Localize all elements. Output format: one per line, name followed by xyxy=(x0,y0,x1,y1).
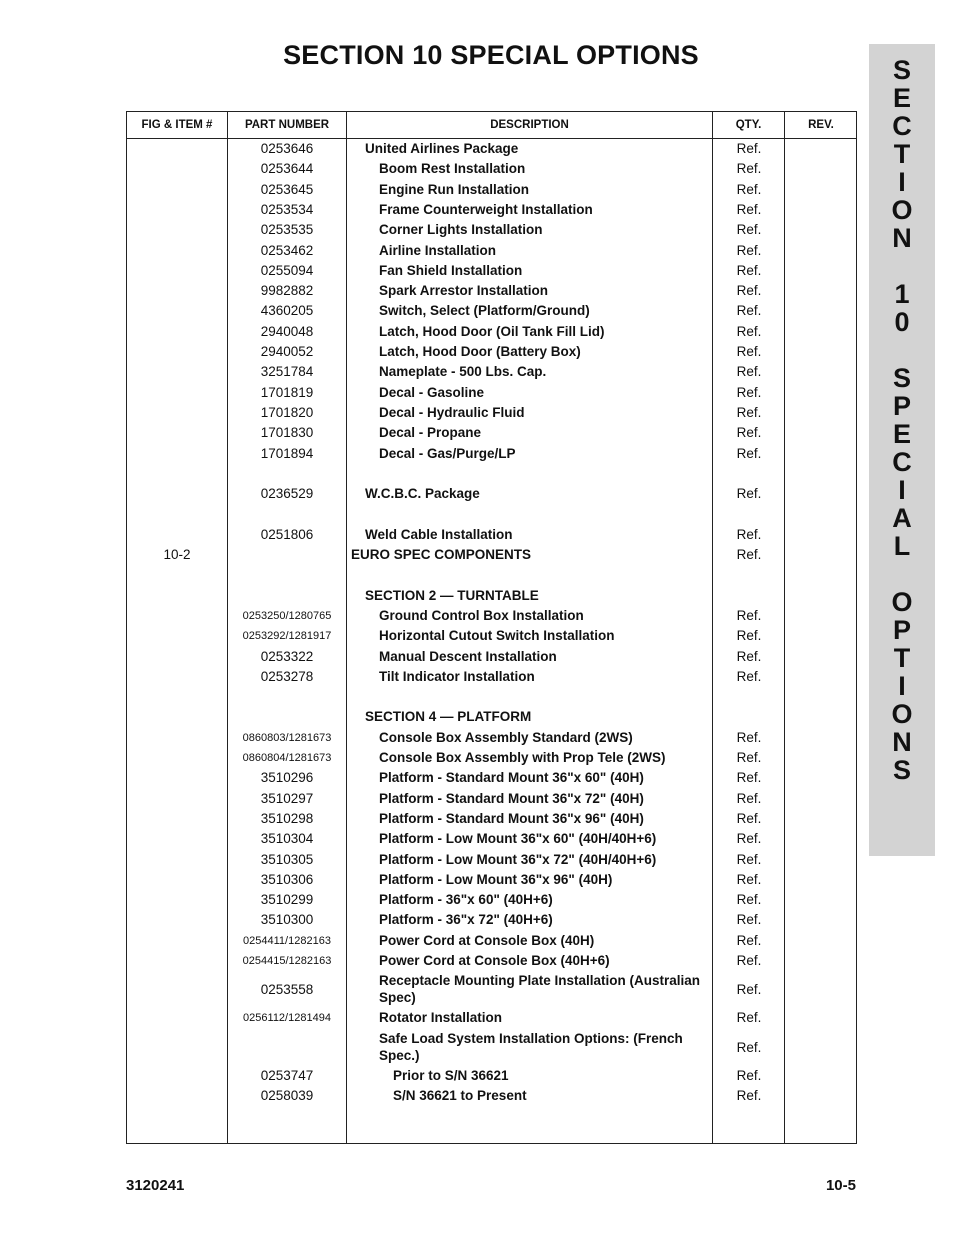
qty-cell: Ref. xyxy=(736,851,762,867)
header-part-number: PART NUMBER xyxy=(244,119,330,131)
part-number-cell: 9982882 xyxy=(260,283,314,299)
description-cell: Horizontal Cutout Switch Installation xyxy=(379,628,615,644)
description-cell: Power Cord at Console Box (40H) xyxy=(379,932,595,948)
part-number-cell: 0253535 xyxy=(260,222,314,238)
table-row xyxy=(127,444,856,464)
part-number-cell: 3510298 xyxy=(260,810,314,826)
part-number-cell: 3510299 xyxy=(260,892,314,908)
side-tab-letter: A xyxy=(892,503,912,533)
table-row xyxy=(127,789,856,809)
table-row xyxy=(127,931,856,951)
table-row xyxy=(127,586,856,606)
table-row xyxy=(127,1086,856,1106)
qty-cell: Ref. xyxy=(736,181,762,197)
part-number-cell: 3510305 xyxy=(260,851,314,867)
qty-cell: Ref. xyxy=(736,770,762,786)
part-number-cell: 3510296 xyxy=(260,770,314,786)
table-row xyxy=(127,261,856,281)
part-number-cell: 1701830 xyxy=(260,425,314,441)
part-number-cell: 0253292/1281917 xyxy=(242,630,332,643)
table-row xyxy=(127,383,856,403)
table-row xyxy=(127,220,856,240)
description-cell: Decal - Hydraulic Fluid xyxy=(379,404,525,420)
qty-cell: Ref. xyxy=(736,1010,762,1026)
qty-cell: Ref. xyxy=(736,729,762,745)
qty-cell: Ref. xyxy=(736,262,762,278)
qty-cell: Ref. xyxy=(736,892,762,908)
description-cell: Platform - Low Mount 36"x 60" (40H/40H+6) xyxy=(379,831,657,847)
table-row xyxy=(127,525,856,545)
part-number-cell: 0253462 xyxy=(260,242,314,258)
part-number-cell: 0860803/1281673 xyxy=(242,731,332,744)
description-cell: Safe Load System Installation Options: (French Spec.) xyxy=(379,1030,683,1063)
description-cell: Corner Lights Installation xyxy=(379,222,543,238)
qty-cell: Ref. xyxy=(736,283,762,299)
table-row xyxy=(127,139,856,159)
table-row xyxy=(127,1029,856,1066)
description-cell: Switch, Select (Platform/Ground) xyxy=(379,303,590,319)
description-cell: Manual Descent Installation xyxy=(379,648,557,664)
part-number-cell: 0255094 xyxy=(260,262,314,278)
qty-cell: Ref. xyxy=(736,648,762,664)
table-row xyxy=(127,1008,856,1028)
side-tab-letter: C xyxy=(892,447,912,477)
side-tab-letter: I xyxy=(898,671,906,701)
qty-cell: Ref. xyxy=(736,445,762,461)
qty-cell: Ref. xyxy=(736,953,762,968)
qty-cell: Ref. xyxy=(736,526,762,542)
qty-cell: Ref. xyxy=(736,222,762,238)
side-tab-letter: T xyxy=(893,643,911,673)
table-row xyxy=(127,606,856,626)
section-side-tab xyxy=(869,44,935,856)
description-cell: Airline Installation xyxy=(379,242,497,258)
description-cell: Console Box Assembly with Prop Tele (2WS) xyxy=(379,750,666,765)
side-tab-letter: 1 xyxy=(894,279,910,309)
qty-cell: Ref. xyxy=(736,1067,762,1083)
table-row xyxy=(127,545,856,565)
part-number-cell: 3510297 xyxy=(260,790,314,806)
part-number-cell: 0254415/1282163 xyxy=(242,955,332,967)
part-number-cell: 0253646 xyxy=(260,141,314,156)
part-number-cell: 0253747 xyxy=(260,1067,314,1083)
part-number-cell: 0253250/1280765 xyxy=(242,609,332,622)
table-row xyxy=(127,829,856,849)
qty-cell: Ref. xyxy=(736,628,762,644)
qty-cell: Ref. xyxy=(736,871,762,887)
description-cell: United Airlines Package xyxy=(365,141,519,156)
table-row xyxy=(127,647,856,667)
table-row xyxy=(127,850,856,870)
qty-cell: Ref. xyxy=(736,831,762,847)
table-row xyxy=(127,362,856,382)
side-tab-letter: N xyxy=(892,727,912,757)
qty-cell: Ref. xyxy=(736,364,762,380)
description-cell: Latch, Hood Door (Battery Box) xyxy=(379,344,581,359)
side-tab-letter: T xyxy=(893,139,911,169)
table-row xyxy=(127,180,856,200)
qty-cell: Ref. xyxy=(736,242,762,258)
side-tab-letter: E xyxy=(892,419,911,449)
qty-cell: Ref. xyxy=(736,323,762,339)
qty-cell: Ref. xyxy=(736,201,762,217)
table-row xyxy=(127,809,856,829)
description-cell: Decal - Gasoline xyxy=(379,384,485,400)
description-cell: Platform - Low Mount 36"x 96" (40H) xyxy=(379,871,613,887)
description-cell: S/N 36621 to Present xyxy=(393,1087,527,1103)
table-row xyxy=(127,728,856,748)
part-number-cell: 1701820 xyxy=(260,404,314,420)
part-number-cell: 0253645 xyxy=(260,181,314,197)
page-number: 10-5 xyxy=(825,1177,856,1194)
table-row xyxy=(127,281,856,301)
table-row xyxy=(127,565,856,585)
qty-cell: Ref. xyxy=(736,912,762,928)
table-row xyxy=(127,342,856,362)
description-cell: W.C.B.C. Package xyxy=(365,486,480,502)
part-number-cell: 0251806 xyxy=(260,526,314,542)
description-cell: Weld Cable Installation xyxy=(365,526,513,542)
document-number: 3120241 xyxy=(126,1177,185,1194)
description-cell: Power Cord at Console Box (40H+6) xyxy=(379,953,610,968)
qty-cell: Ref. xyxy=(736,810,762,826)
description-cell: Platform - 36"x 60" (40H+6) xyxy=(379,892,553,908)
part-number-cell: 0253558 xyxy=(260,982,314,998)
qty-cell: Ref. xyxy=(736,161,762,177)
side-tab-letter: I xyxy=(898,167,906,197)
description-cell: EURO SPEC COMPONENTS xyxy=(351,547,532,562)
description-cell: Platform - 36"x 72" (40H+6) xyxy=(379,912,553,928)
qty-cell: Ref. xyxy=(736,607,762,623)
qty-cell: Ref. xyxy=(736,982,762,998)
table-row xyxy=(127,1066,856,1086)
side-tab-letter: E xyxy=(892,83,911,113)
description-cell: Fan Shield Installation xyxy=(379,262,523,278)
header-fig-item: FIG & ITEM # xyxy=(141,119,213,131)
description-cell: Boom Rest Installation xyxy=(379,161,526,177)
part-number-cell: 0860804/1281673 xyxy=(242,752,332,764)
parts-table xyxy=(126,111,857,1144)
table-row xyxy=(127,423,856,443)
description-cell: SECTION 4 — PLATFORM xyxy=(365,709,532,725)
part-number-cell: 3251784 xyxy=(260,364,314,380)
qty-cell: Ref. xyxy=(736,404,762,420)
table-row xyxy=(127,403,856,423)
table-row xyxy=(127,504,856,524)
table-row xyxy=(127,971,856,1008)
part-number-cell: 1701819 xyxy=(260,384,314,400)
part-number-cell: 0236529 xyxy=(260,486,314,502)
description-cell: Decal - Gas/Purge/LP xyxy=(379,445,516,461)
description-cell: Rotator Installation xyxy=(379,1010,503,1026)
table-row xyxy=(127,951,856,971)
table-row xyxy=(127,707,856,727)
table-row xyxy=(127,870,856,890)
side-tab-letter: P xyxy=(892,391,911,421)
table-row xyxy=(127,890,856,910)
header-qty: QTY. xyxy=(735,119,762,131)
table-row xyxy=(127,687,856,707)
description-cell: Platform - Standard Mount 36"x 60" (40H) xyxy=(379,770,644,786)
fig-item-cell: 10-2 xyxy=(163,547,191,562)
part-number-cell: 3510304 xyxy=(260,831,314,847)
side-tab-letter: O xyxy=(891,587,913,617)
qty-cell: Ref. xyxy=(736,547,762,562)
table-row xyxy=(127,768,856,788)
description-cell: Platform - Low Mount 36"x 72" (40H/40H+6) xyxy=(379,851,657,867)
part-number-cell: 0253278 xyxy=(260,668,314,684)
table-row xyxy=(127,748,856,768)
description-cell: Console Box Assembly Standard (2WS) xyxy=(379,729,633,745)
table-row xyxy=(127,484,856,504)
table-row xyxy=(127,322,856,342)
qty-cell: Ref. xyxy=(736,425,762,441)
part-number-cell: 3510300 xyxy=(260,912,314,928)
side-tab-letter: O xyxy=(891,699,913,729)
part-number-cell: 3510306 xyxy=(260,871,314,887)
qty-cell: Ref. xyxy=(736,750,762,765)
side-tab-letter: C xyxy=(892,111,912,141)
part-number-cell: 1701894 xyxy=(260,445,314,461)
description-cell: Ground Control Box Installation xyxy=(379,607,584,623)
description-cell: Platform - Standard Mount 36"x 72" (40H) xyxy=(379,790,644,806)
table-row xyxy=(127,464,856,484)
part-number-cell: 4360205 xyxy=(260,303,314,319)
qty-cell: Ref. xyxy=(736,668,762,684)
description-cell: Nameplate - 500 Lbs. Cap. xyxy=(379,364,547,380)
qty-cell: Ref. xyxy=(736,1087,762,1103)
side-tab-letter: 0 xyxy=(894,307,910,337)
qty-cell: Ref. xyxy=(736,486,762,502)
table-row xyxy=(127,626,856,646)
side-tab-letter: S xyxy=(892,755,911,785)
part-number-cell: 0253534 xyxy=(260,201,314,217)
description-cell: Prior to S/N 36621 xyxy=(393,1067,509,1083)
side-tab-letter: N xyxy=(892,223,912,253)
part-number-cell: 2940048 xyxy=(260,323,314,339)
side-tab-letter: P xyxy=(892,615,911,645)
qty-cell: Ref. xyxy=(736,344,762,359)
table-row xyxy=(127,241,856,261)
description-cell: Engine Run Installation xyxy=(379,181,530,197)
qty-cell: Ref. xyxy=(736,1039,762,1055)
side-tab-letter: L xyxy=(893,531,911,561)
qty-cell: Ref. xyxy=(736,384,762,400)
side-tab-letter: S xyxy=(892,55,911,85)
page-title: SECTION 10 SPECIAL OPTIONS xyxy=(283,40,699,70)
side-tab-letter: S xyxy=(892,363,911,393)
description-cell: Frame Counterweight Installation xyxy=(379,201,593,217)
table-row xyxy=(127,200,856,220)
table-row xyxy=(127,301,856,321)
part-number-cell: 0258039 xyxy=(260,1087,314,1103)
table-row xyxy=(127,910,856,930)
description-cell: Spark Arrestor Installation xyxy=(379,283,549,299)
description-cell: Tilt Indicator Installation xyxy=(379,668,535,684)
part-number-cell: 0253322 xyxy=(260,648,314,664)
part-number-cell: 0256112/1281494 xyxy=(243,1012,331,1025)
description-cell: Decal - Propane xyxy=(379,425,482,441)
table-row xyxy=(127,667,856,687)
part-number-cell: 0254411/1282163 xyxy=(243,934,331,947)
part-number-cell: 2940052 xyxy=(260,344,314,359)
side-tab-letter: O xyxy=(891,195,913,225)
header-rev: REV. xyxy=(808,119,834,131)
qty-cell: Ref. xyxy=(736,790,762,806)
description-cell: Platform - Standard Mount 36"x 96" (40H) xyxy=(379,810,644,826)
description-cell: Latch, Hood Door (Oil Tank Fill Lid) xyxy=(379,323,605,339)
description-cell: SECTION 2 — TURNTABLE xyxy=(365,587,539,603)
side-tab-letter: I xyxy=(898,475,906,505)
header-description: DESCRIPTION xyxy=(490,119,569,131)
qty-cell: Ref. xyxy=(736,932,762,948)
part-number-cell: 0253644 xyxy=(260,161,314,177)
qty-cell: Ref. xyxy=(736,141,762,156)
table-row xyxy=(127,159,856,179)
description-cell: Receptacle Mounting Plate Installation (Australian Spec) xyxy=(379,973,701,1006)
qty-cell: Ref. xyxy=(736,303,762,319)
